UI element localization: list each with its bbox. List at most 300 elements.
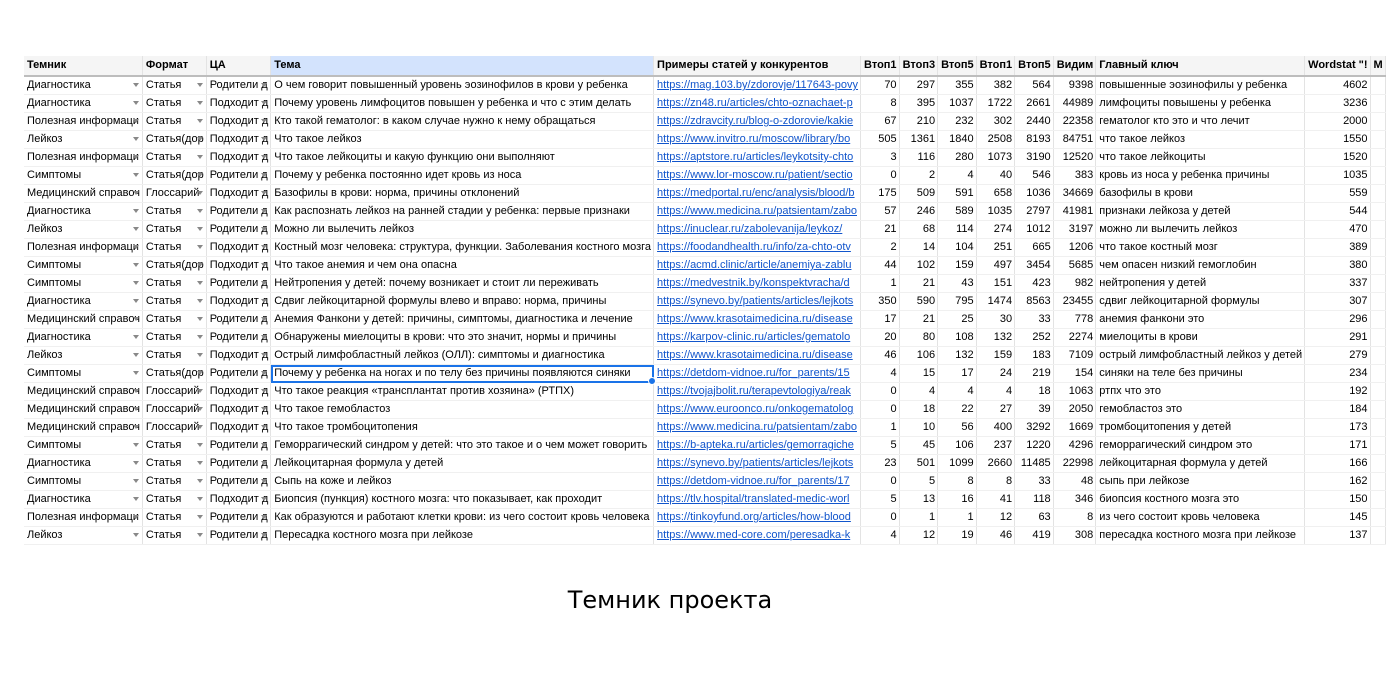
- main-keyword-cell[interactable]: лимфоциты повышены у ребенка: [1096, 95, 1305, 113]
- dropdown-caret-icon[interactable]: [261, 191, 267, 195]
- number-cell[interactable]: 132: [976, 329, 1015, 347]
- competitor-link-cell[interactable]: [654, 131, 861, 149]
- dropdown-cell[interactable]: [142, 149, 206, 167]
- number-cell[interactable]: 166: [1305, 455, 1370, 473]
- empty-cell[interactable]: [1370, 383, 1385, 401]
- competitor-link-cell[interactable]: [654, 401, 861, 419]
- number-cell[interactable]: 40: [976, 167, 1015, 185]
- number-cell[interactable]: 43: [938, 275, 977, 293]
- competitor-link[interactable]: https://www.krasotaimedicina.ru/disease: [657, 313, 853, 325]
- dropdown-caret-icon[interactable]: [197, 317, 203, 321]
- dropdown-cell[interactable]: [142, 347, 206, 365]
- dropdown-cell[interactable]: [206, 329, 271, 347]
- competitor-link-cell[interactable]: [654, 167, 861, 185]
- number-cell[interactable]: 234: [1305, 365, 1370, 383]
- dropdown-cell[interactable]: [142, 311, 206, 329]
- dropdown-cell[interactable]: [24, 275, 142, 293]
- number-cell[interactable]: 12: [899, 527, 938, 545]
- main-keyword-cell[interactable]: сдвиг лейкоцитарной формулы: [1096, 293, 1305, 311]
- number-cell[interactable]: 48: [1053, 473, 1096, 491]
- competitor-link-cell[interactable]: [654, 419, 861, 437]
- number-cell[interactable]: 590: [899, 293, 938, 311]
- dropdown-caret-icon[interactable]: [197, 83, 203, 87]
- number-cell[interactable]: 22998: [1053, 455, 1096, 473]
- competitor-link-cell[interactable]: [654, 473, 861, 491]
- dropdown-caret-icon[interactable]: [197, 443, 203, 447]
- number-cell[interactable]: 12520: [1053, 149, 1096, 167]
- dropdown-caret-icon[interactable]: [261, 101, 267, 105]
- topic-cell[interactable]: Сдвиг лейкоцитарной формулы влево и вправо: норма, причины: [271, 293, 654, 311]
- competitor-link-cell[interactable]: [654, 257, 861, 275]
- competitor-link[interactable]: https://tlv.hospital/translated-medic-worl: [657, 493, 850, 505]
- dropdown-caret-icon[interactable]: [261, 407, 267, 411]
- dropdown-caret-icon[interactable]: [197, 101, 203, 105]
- column-header[interactable]: ЦА: [206, 56, 271, 76]
- dropdown-cell[interactable]: [206, 167, 271, 185]
- main-keyword-cell[interactable]: чем опасен низкий гемоглобин: [1096, 257, 1305, 275]
- number-cell[interactable]: 8: [1053, 509, 1096, 527]
- topic-cell[interactable]: Как образуются и работают клетки крови: из чего состоит кровь человека: [271, 509, 654, 527]
- main-keyword-cell[interactable]: из чего состоит кровь человека: [1096, 509, 1305, 527]
- number-cell[interactable]: 1063: [1053, 383, 1096, 401]
- competitor-link[interactable]: https://www.medicina.ru/patsientam/zabo: [657, 421, 857, 433]
- number-cell[interactable]: 68: [899, 221, 938, 239]
- topic-cell[interactable]: Почему уровень лимфоцитов повышен у ребенка и что с этим делать: [271, 95, 654, 113]
- number-cell[interactable]: 18: [1015, 383, 1054, 401]
- competitor-link[interactable]: https://mag.103.by/zdorovje/117643-povy: [657, 79, 859, 91]
- dropdown-caret-icon[interactable]: [133, 299, 139, 303]
- number-cell[interactable]: 1035: [976, 203, 1015, 221]
- number-cell[interactable]: 67: [861, 113, 900, 131]
- topic-cell[interactable]: Как распознать лейкоз на ранней стадии у ребенка: первые признаки: [271, 203, 654, 221]
- dropdown-caret-icon[interactable]: [261, 281, 267, 285]
- number-cell[interactable]: 1550: [1305, 131, 1370, 149]
- number-cell[interactable]: 219: [1015, 365, 1054, 383]
- dropdown-caret-icon[interactable]: [197, 173, 203, 177]
- number-cell[interactable]: 118: [1015, 491, 1054, 509]
- topic-cell[interactable]: Что такое тромбоцитопения: [271, 419, 654, 437]
- dropdown-caret-icon[interactable]: [261, 353, 267, 357]
- competitor-link-cell[interactable]: [654, 113, 861, 131]
- dropdown-caret-icon[interactable]: [197, 515, 203, 519]
- dropdown-cell[interactable]: [24, 203, 142, 221]
- number-cell[interactable]: 20: [861, 329, 900, 347]
- dropdown-caret-icon[interactable]: [133, 101, 139, 105]
- competitor-link[interactable]: https://aptstore.ru/articles/leykotsity-chto: [657, 151, 854, 163]
- competitor-link-cell[interactable]: [654, 491, 861, 509]
- competitor-link-cell[interactable]: [654, 347, 861, 365]
- dropdown-caret-icon[interactable]: [261, 443, 267, 447]
- dropdown-caret-icon[interactable]: [133, 245, 139, 249]
- topic-cell[interactable]: Пересадка костного мозга при лейкозе: [271, 527, 654, 545]
- column-header[interactable]: Видим: [1053, 56, 1096, 76]
- dropdown-cell[interactable]: [206, 437, 271, 455]
- dropdown-cell[interactable]: [206, 311, 271, 329]
- dropdown-caret-icon[interactable]: [197, 425, 203, 429]
- number-cell[interactable]: 589: [938, 203, 977, 221]
- dropdown-cell[interactable]: [206, 275, 271, 293]
- dropdown-caret-icon[interactable]: [261, 497, 267, 501]
- number-cell[interactable]: 4: [861, 365, 900, 383]
- main-keyword-cell[interactable]: ртпх что это: [1096, 383, 1305, 401]
- number-cell[interactable]: 3190: [1015, 149, 1054, 167]
- fill-handle[interactable]: [648, 377, 656, 385]
- number-cell[interactable]: 380: [1305, 257, 1370, 275]
- number-cell[interactable]: 470: [1305, 221, 1370, 239]
- number-cell[interactable]: 63: [1015, 509, 1054, 527]
- number-cell[interactable]: 497: [976, 257, 1015, 275]
- empty-cell[interactable]: [1370, 167, 1385, 185]
- dropdown-caret-icon[interactable]: [133, 407, 139, 411]
- number-cell[interactable]: 45: [899, 437, 938, 455]
- dropdown-cell[interactable]: [24, 527, 142, 545]
- dropdown-caret-icon[interactable]: [197, 155, 203, 159]
- dropdown-cell[interactable]: [206, 491, 271, 509]
- competitor-link[interactable]: https://www.medicina.ru/patsientam/zabo: [657, 205, 857, 217]
- number-cell[interactable]: 1037: [938, 95, 977, 113]
- number-cell[interactable]: 8: [976, 473, 1015, 491]
- dropdown-cell[interactable]: [24, 437, 142, 455]
- competitor-link-cell[interactable]: [654, 239, 861, 257]
- number-cell[interactable]: 0: [861, 473, 900, 491]
- number-cell[interactable]: 544: [1305, 203, 1370, 221]
- number-cell[interactable]: 84751: [1053, 131, 1096, 149]
- number-cell[interactable]: 21: [899, 311, 938, 329]
- dropdown-cell[interactable]: [142, 131, 206, 149]
- topic-cell[interactable]: О чем говорит повышенный уровень эозинофилов в крови у ребенка: [271, 76, 654, 95]
- number-cell[interactable]: 33: [1015, 311, 1054, 329]
- number-cell[interactable]: 251: [976, 239, 1015, 257]
- dropdown-caret-icon[interactable]: [133, 371, 139, 375]
- number-cell[interactable]: 4: [861, 527, 900, 545]
- number-cell[interactable]: 39: [1015, 401, 1054, 419]
- dropdown-caret-icon[interactable]: [133, 227, 139, 231]
- number-cell[interactable]: 559: [1305, 185, 1370, 203]
- number-cell[interactable]: 12: [976, 509, 1015, 527]
- number-cell[interactable]: 25: [938, 311, 977, 329]
- main-keyword-cell[interactable]: анемия фанкони это: [1096, 311, 1305, 329]
- number-cell[interactable]: 183: [1015, 347, 1054, 365]
- number-cell[interactable]: 114: [938, 221, 977, 239]
- number-cell[interactable]: 108: [938, 329, 977, 347]
- main-keyword-cell[interactable]: миелоциты в крови: [1096, 329, 1305, 347]
- empty-cell[interactable]: [1370, 509, 1385, 527]
- number-cell[interactable]: 302: [976, 113, 1015, 131]
- competitor-link[interactable]: https://zn48.ru/articles/chto-oznachaet-p: [657, 97, 853, 109]
- topic-cell[interactable]: Почему у ребенка на ногах и по телу без причины появляются синяки: [271, 365, 654, 383]
- empty-cell[interactable]: [1370, 275, 1385, 293]
- number-cell[interactable]: 162: [1305, 473, 1370, 491]
- column-header[interactable]: Тема: [271, 56, 654, 76]
- dropdown-caret-icon[interactable]: [261, 299, 267, 303]
- number-cell[interactable]: 2440: [1015, 113, 1054, 131]
- number-cell[interactable]: 291: [1305, 329, 1370, 347]
- empty-cell[interactable]: [1370, 419, 1385, 437]
- number-cell[interactable]: 15: [899, 365, 938, 383]
- number-cell[interactable]: 5: [861, 491, 900, 509]
- number-cell[interactable]: 252: [1015, 329, 1054, 347]
- dropdown-cell[interactable]: [142, 437, 206, 455]
- number-cell[interactable]: 400: [976, 419, 1015, 437]
- number-cell[interactable]: 0: [861, 167, 900, 185]
- number-cell[interactable]: 154: [1053, 365, 1096, 383]
- competitor-link[interactable]: https://synevo.by/patients/articles/lejkots: [657, 457, 854, 469]
- topic-cell[interactable]: Обнаружены миелоциты в крови: что это значит, нормы и причины: [271, 329, 654, 347]
- dropdown-cell[interactable]: [142, 383, 206, 401]
- number-cell[interactable]: 210: [899, 113, 938, 131]
- competitor-link[interactable]: https://acmd.clinic/article/anemiya-zablu: [657, 259, 852, 271]
- competitor-link[interactable]: https://www.invitro.ru/moscow/library/bo: [657, 133, 851, 145]
- number-cell[interactable]: 4602: [1305, 76, 1370, 95]
- dropdown-caret-icon[interactable]: [133, 479, 139, 483]
- dropdown-cell[interactable]: [24, 95, 142, 113]
- competitor-link-cell[interactable]: [654, 95, 861, 113]
- number-cell[interactable]: 4: [938, 167, 977, 185]
- number-cell[interactable]: 279: [1305, 347, 1370, 365]
- number-cell[interactable]: 41981: [1053, 203, 1096, 221]
- dropdown-caret-icon[interactable]: [261, 227, 267, 231]
- dropdown-cell[interactable]: [24, 293, 142, 311]
- number-cell[interactable]: 1: [861, 275, 900, 293]
- number-cell[interactable]: 591: [938, 185, 977, 203]
- number-cell[interactable]: 2661: [1015, 95, 1054, 113]
- empty-cell[interactable]: [1370, 347, 1385, 365]
- number-cell[interactable]: 184: [1305, 401, 1370, 419]
- number-cell[interactable]: 11485: [1015, 455, 1054, 473]
- dropdown-cell[interactable]: [142, 113, 206, 131]
- dropdown-caret-icon[interactable]: [261, 479, 267, 483]
- dropdown-cell[interactable]: [206, 509, 271, 527]
- dropdown-cell[interactable]: [142, 491, 206, 509]
- number-cell[interactable]: 1520: [1305, 149, 1370, 167]
- dropdown-cell[interactable]: [24, 167, 142, 185]
- number-cell[interactable]: 296: [1305, 311, 1370, 329]
- dropdown-caret-icon[interactable]: [261, 389, 267, 393]
- number-cell[interactable]: 1: [899, 509, 938, 527]
- dropdown-caret-icon[interactable]: [197, 281, 203, 285]
- number-cell[interactable]: 57: [861, 203, 900, 221]
- dropdown-cell[interactable]: [24, 311, 142, 329]
- dropdown-cell[interactable]: [142, 329, 206, 347]
- empty-cell[interactable]: [1370, 293, 1385, 311]
- main-keyword-cell[interactable]: пересадка костного мозга при лейкозе: [1096, 527, 1305, 545]
- dropdown-cell[interactable]: [24, 401, 142, 419]
- dropdown-caret-icon[interactable]: [133, 263, 139, 267]
- empty-cell[interactable]: [1370, 365, 1385, 383]
- competitor-link[interactable]: https://medportal.ru/enc/analysis/blood/b: [657, 187, 855, 199]
- main-keyword-cell[interactable]: нейтропения у детей: [1096, 275, 1305, 293]
- column-header[interactable]: Втоп1: [976, 56, 1015, 76]
- dropdown-cell[interactable]: [24, 509, 142, 527]
- competitor-link[interactable]: https://www.krasotaimedicina.ru/disease: [657, 349, 853, 361]
- empty-cell[interactable]: [1370, 113, 1385, 131]
- dropdown-cell[interactable]: [206, 95, 271, 113]
- topic-cell[interactable]: Нейтропения у детей: почему возникает и стоит ли переживать: [271, 275, 654, 293]
- main-keyword-cell[interactable]: повышенные эозинофилы у ребенка: [1096, 76, 1305, 95]
- main-keyword-cell[interactable]: сыпь при лейкозе: [1096, 473, 1305, 491]
- number-cell[interactable]: 389: [1305, 239, 1370, 257]
- dropdown-cell[interactable]: [24, 455, 142, 473]
- dropdown-cell[interactable]: [206, 365, 271, 383]
- dropdown-caret-icon[interactable]: [197, 479, 203, 483]
- number-cell[interactable]: 308: [1053, 527, 1096, 545]
- empty-cell[interactable]: [1370, 203, 1385, 221]
- number-cell[interactable]: 151: [976, 275, 1015, 293]
- number-cell[interactable]: 355: [938, 76, 977, 95]
- dropdown-cell[interactable]: [142, 455, 206, 473]
- number-cell[interactable]: 237: [976, 437, 1015, 455]
- competitor-link-cell[interactable]: [654, 509, 861, 527]
- empty-cell[interactable]: [1370, 149, 1385, 167]
- number-cell[interactable]: 22: [938, 401, 977, 419]
- dropdown-caret-icon[interactable]: [261, 533, 267, 537]
- dropdown-cell[interactable]: [142, 221, 206, 239]
- dropdown-cell[interactable]: [206, 203, 271, 221]
- dropdown-caret-icon[interactable]: [197, 299, 203, 303]
- dropdown-cell[interactable]: [206, 419, 271, 437]
- number-cell[interactable]: 80: [899, 329, 938, 347]
- number-cell[interactable]: 2508: [976, 131, 1015, 149]
- competitor-link[interactable]: https://inuclear.ru/zabolevanija/leykoz/: [657, 223, 843, 235]
- topic-cell[interactable]: Кто такой гематолог: в каком случае нужно к нему обращаться: [271, 113, 654, 131]
- dropdown-cell[interactable]: [142, 419, 206, 437]
- main-keyword-cell[interactable]: геморрагический синдром это: [1096, 437, 1305, 455]
- number-cell[interactable]: 27: [976, 401, 1015, 419]
- dropdown-caret-icon[interactable]: [197, 407, 203, 411]
- main-keyword-cell[interactable]: лейкоцитарная формула у детей: [1096, 455, 1305, 473]
- competitor-link-cell[interactable]: [654, 149, 861, 167]
- number-cell[interactable]: 23: [861, 455, 900, 473]
- main-keyword-cell[interactable]: кровь из носа у ребенка причины: [1096, 167, 1305, 185]
- dropdown-caret-icon[interactable]: [261, 209, 267, 213]
- empty-cell[interactable]: [1370, 239, 1385, 257]
- empty-cell[interactable]: [1370, 473, 1385, 491]
- dropdown-caret-icon[interactable]: [261, 245, 267, 249]
- topic-cell[interactable]: Что такое гемобластоз: [271, 401, 654, 419]
- number-cell[interactable]: 116: [899, 149, 938, 167]
- number-cell[interactable]: 346: [1053, 491, 1096, 509]
- number-cell[interactable]: 778: [1053, 311, 1096, 329]
- number-cell[interactable]: 159: [938, 257, 977, 275]
- number-cell[interactable]: 0: [861, 401, 900, 419]
- dropdown-cell[interactable]: [24, 113, 142, 131]
- number-cell[interactable]: 150: [1305, 491, 1370, 509]
- dropdown-caret-icon[interactable]: [133, 317, 139, 321]
- main-keyword-cell[interactable]: гематолог кто это и что лечит: [1096, 113, 1305, 131]
- competitor-link[interactable]: https://www.med-core.com/peresadka-k: [657, 529, 851, 541]
- dropdown-cell[interactable]: [142, 95, 206, 113]
- dropdown-caret-icon[interactable]: [261, 461, 267, 465]
- number-cell[interactable]: 1669: [1053, 419, 1096, 437]
- competitor-link[interactable]: https://www.lor-moscow.ru/patient/sectio: [657, 169, 853, 181]
- main-keyword-cell[interactable]: тромбоцитопения у детей: [1096, 419, 1305, 437]
- number-cell[interactable]: 501: [899, 455, 938, 473]
- empty-cell[interactable]: [1370, 221, 1385, 239]
- topic-cell[interactable]: Анемия Фанкони у детей: причины, симптомы, диагностика и лечение: [271, 311, 654, 329]
- number-cell[interactable]: 44: [861, 257, 900, 275]
- dropdown-caret-icon[interactable]: [261, 317, 267, 321]
- competitor-link[interactable]: https://medvestnik.by/konspektvracha/d: [657, 277, 850, 289]
- dropdown-cell[interactable]: [142, 527, 206, 545]
- dropdown-caret-icon[interactable]: [133, 281, 139, 285]
- dropdown-caret-icon[interactable]: [133, 137, 139, 141]
- competitor-link[interactable]: https://zdravcity.ru/blog-o-zdorovie/kakie: [657, 115, 854, 127]
- dropdown-caret-icon[interactable]: [261, 515, 267, 519]
- number-cell[interactable]: 4296: [1053, 437, 1096, 455]
- dropdown-caret-icon[interactable]: [133, 425, 139, 429]
- number-cell[interactable]: 2000: [1305, 113, 1370, 131]
- dropdown-cell[interactable]: [206, 239, 271, 257]
- number-cell[interactable]: 246: [899, 203, 938, 221]
- competitor-link-cell[interactable]: [654, 221, 861, 239]
- number-cell[interactable]: 145: [1305, 509, 1370, 527]
- topic-cell[interactable]: Лейкоцитарная формула у детей: [271, 455, 654, 473]
- dropdown-caret-icon[interactable]: [197, 335, 203, 339]
- dropdown-cell[interactable]: [24, 76, 142, 95]
- dropdown-caret-icon[interactable]: [261, 173, 267, 177]
- main-keyword-cell[interactable]: что такое лейкоциты: [1096, 149, 1305, 167]
- number-cell[interactable]: 9398: [1053, 76, 1096, 95]
- competitor-link-cell[interactable]: [654, 437, 861, 455]
- number-cell[interactable]: 1220: [1015, 437, 1054, 455]
- competitor-link[interactable]: https://tvojajbolit.ru/terapevtologiya/reak: [657, 385, 851, 397]
- dropdown-caret-icon[interactable]: [133, 443, 139, 447]
- competitor-link-cell[interactable]: [654, 311, 861, 329]
- dropdown-caret-icon[interactable]: [133, 83, 139, 87]
- empty-cell[interactable]: [1370, 257, 1385, 275]
- number-cell[interactable]: 175: [861, 185, 900, 203]
- dropdown-caret-icon[interactable]: [197, 461, 203, 465]
- number-cell[interactable]: 46: [861, 347, 900, 365]
- dropdown-cell[interactable]: [24, 491, 142, 509]
- number-cell[interactable]: 8: [861, 95, 900, 113]
- competitor-link[interactable]: https://b-apteka.ru/articles/gemorragiche: [657, 439, 854, 451]
- dropdown-caret-icon[interactable]: [133, 209, 139, 213]
- competitor-link[interactable]: https://tinkoyfund.org/articles/how-blood: [657, 511, 851, 523]
- dropdown-caret-icon[interactable]: [261, 119, 267, 123]
- dropdown-cell[interactable]: [24, 419, 142, 437]
- number-cell[interactable]: 137: [1305, 527, 1370, 545]
- competitor-link-cell[interactable]: [654, 365, 861, 383]
- dropdown-cell[interactable]: [142, 293, 206, 311]
- dropdown-cell[interactable]: [206, 383, 271, 401]
- column-header[interactable]: M: [1370, 56, 1385, 76]
- dropdown-caret-icon[interactable]: [261, 83, 267, 87]
- number-cell[interactable]: 1073: [976, 149, 1015, 167]
- number-cell[interactable]: 0: [861, 509, 900, 527]
- dropdown-caret-icon[interactable]: [133, 191, 139, 195]
- number-cell[interactable]: 2797: [1015, 203, 1054, 221]
- number-cell[interactable]: 564: [1015, 76, 1054, 95]
- number-cell[interactable]: 423: [1015, 275, 1054, 293]
- empty-cell[interactable]: [1370, 329, 1385, 347]
- dropdown-cell[interactable]: [24, 257, 142, 275]
- number-cell[interactable]: 982: [1053, 275, 1096, 293]
- dropdown-caret-icon[interactable]: [261, 137, 267, 141]
- dropdown-cell[interactable]: [24, 383, 142, 401]
- number-cell[interactable]: 21: [899, 275, 938, 293]
- number-cell[interactable]: 159: [976, 347, 1015, 365]
- number-cell[interactable]: 22358: [1053, 113, 1096, 131]
- dropdown-caret-icon[interactable]: [133, 533, 139, 537]
- topic-cell[interactable]: Базофилы в крови: норма, причины отклонений: [271, 185, 654, 203]
- dropdown-cell[interactable]: [206, 185, 271, 203]
- column-header[interactable]: Примеры статей у конкурентов: [654, 56, 861, 76]
- dropdown-caret-icon[interactable]: [133, 497, 139, 501]
- competitor-link[interactable]: https://www.euroonco.ru/onkogematolog: [657, 403, 854, 415]
- dropdown-caret-icon[interactable]: [261, 155, 267, 159]
- dropdown-cell[interactable]: [142, 167, 206, 185]
